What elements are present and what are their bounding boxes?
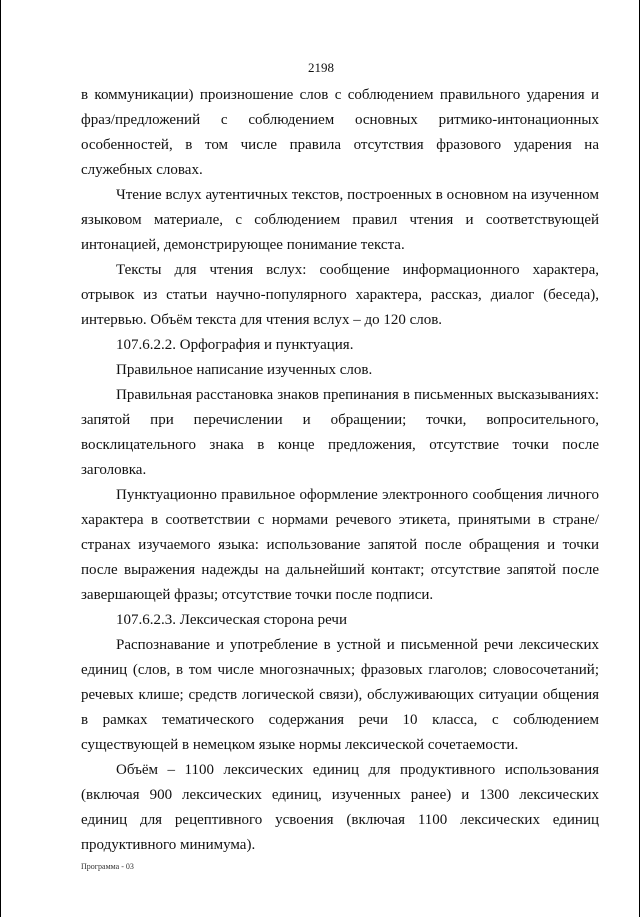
footer-label: Программа - 03 <box>81 862 134 871</box>
paragraph: Правильная расстановка знаков препинания в письменных высказываниях: запятой при перечислении и обращении; точки, вопросительного, восклицательного знака в конце предложения, отсутствие точки после заголовка. <box>81 387 599 478</box>
paragraph: Чтение вслух аутентичных текстов, построенных в основном на изученном языковом материале, с соблюдением правил чтения и соответствующей интонацией, демонстрирующее понимание текста. <box>81 187 599 253</box>
paragraph: Тексты для чтения вслух: сообщение информационного характера, отрывок из статьи научно-популярного характера, рассказ, диалог (беседа), интервью. Объём текста для чтения вслух – до 120 слов. <box>81 262 599 328</box>
paragraph: в коммуникации) произношение слов с соблюдением правильного ударения и фраз/предложений с соблюдением основных ритмико-интонационных особенностей, в том числе правила отсутствия фразового ударения на служебных словах. <box>81 87 599 178</box>
paragraph: Правильное написание изученных слов. <box>116 362 373 378</box>
paragraph: Пунктуационно правильное оформление электронного сообщения личного характера в соответствии с нормами речевого этикета, принятыми в стране/странах изучаемого языка: использование запятой после обращения и точки после выражения надежды на дальнейший контакт; отсутствие запятой после завершающей фразы; отсутствие точки после подписи. <box>81 487 599 603</box>
paragraph: 107.6.2.3. Лексическая сторона речи <box>116 612 347 628</box>
paragraph: 107.6.2.2. Орфография и пунктуация. <box>116 337 354 353</box>
paragraph: Распознавание и употребление в устной и письменной речи лексических единиц (слов, в том числе многозначных; фразовых глаголов; словосочетаний; речевых клише; средств логической связи), обслуживающих ситуации общения в рамках тематического содержания речи 10 класса, с соблюдением существующей в немецком языке нормы лексической сочетаемости. <box>81 637 599 753</box>
paragraph: Объём – 1100 лексических единиц для продуктивного использования (включая 900 лексических единиц, изученных ранее) и 1300 лексических единиц для рецептивного усвоения (включая 1100 лексических единиц продуктивного минимума). <box>81 762 599 853</box>
body-text <box>81 83 599 858</box>
page-number: 2198 <box>308 60 334 75</box>
